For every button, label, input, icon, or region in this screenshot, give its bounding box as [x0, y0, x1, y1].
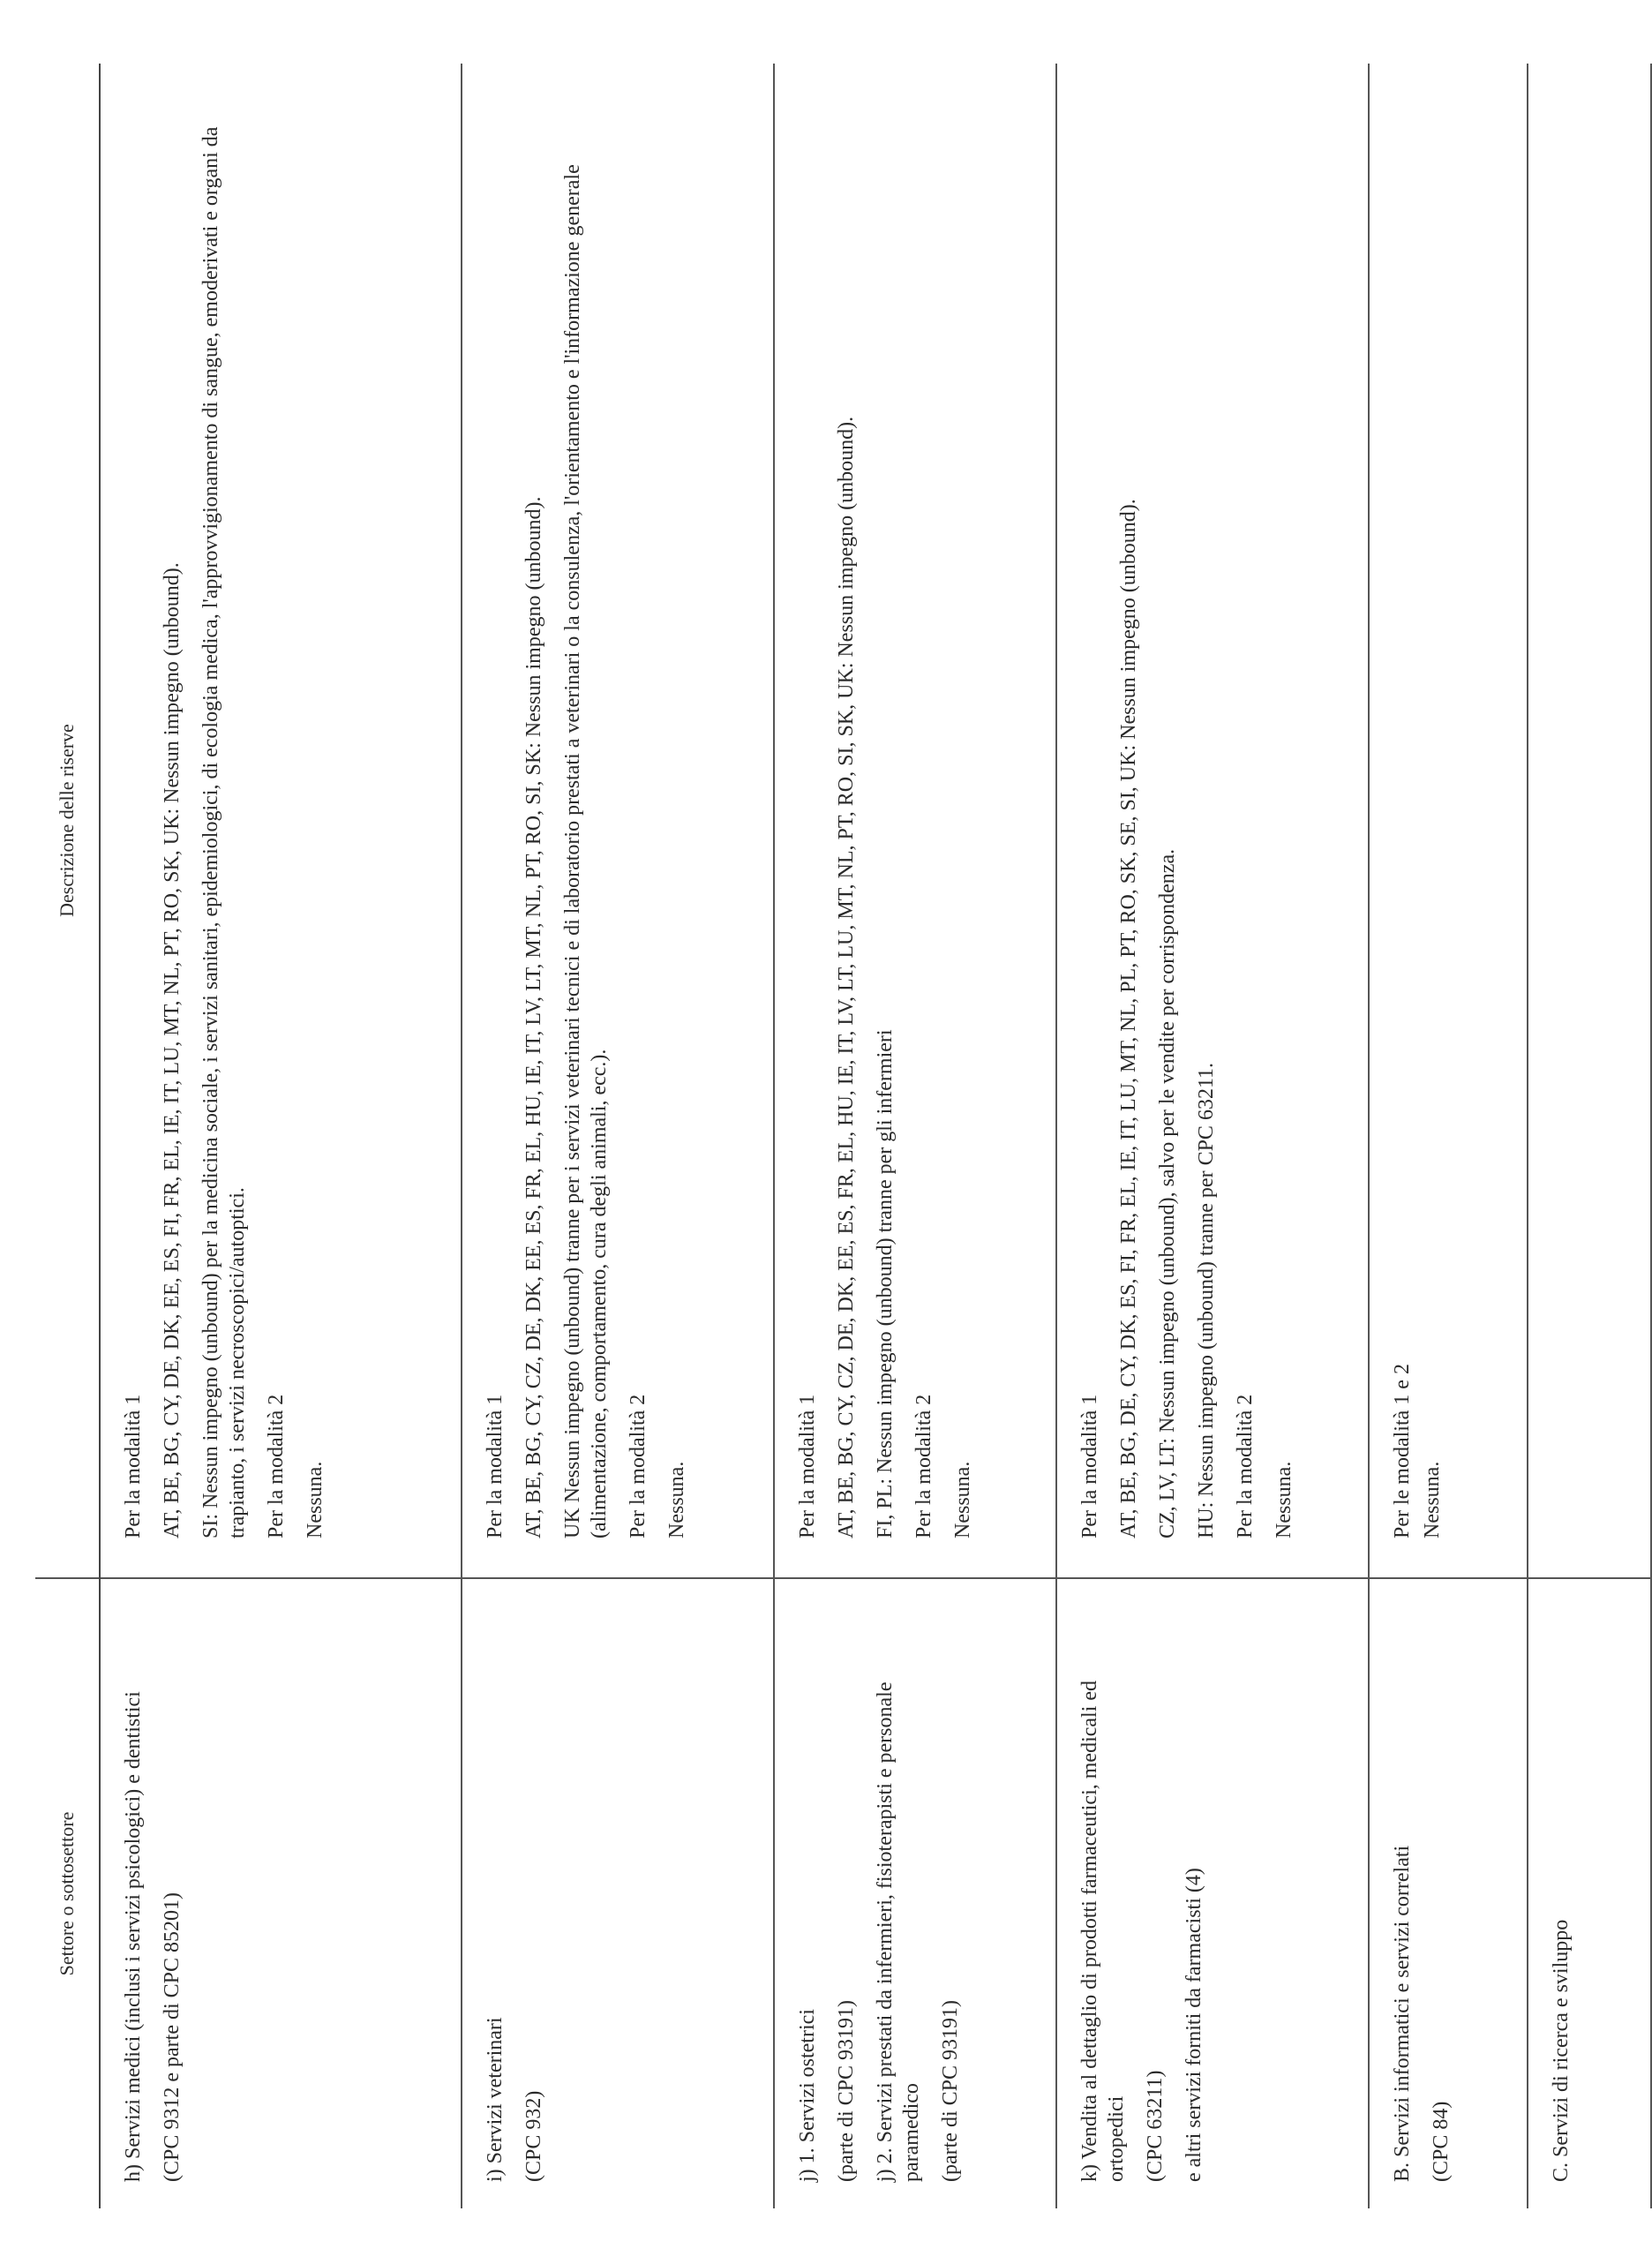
desc-line: Nessuna.: [304, 1461, 327, 1538]
desc-line: FI, PL: Nessun impegno (unbound) tranne per gli infermieri: [874, 1029, 897, 1538]
desc-line: Per la modalità 2: [265, 1394, 288, 1538]
sector-line: (CPC 932): [522, 2090, 545, 2182]
sector-line: (CPC 9312 e parte di CPC 85201): [161, 1892, 184, 2182]
description-cell: [774, 64, 1056, 1578]
sector-cell: [462, 1578, 774, 2208]
header-sector: Settore o sottosettore: [35, 1578, 100, 2208]
description-cell: [1528, 64, 1651, 1578]
desc-line: Per la modalità 1: [796, 1394, 819, 1538]
reservations-table: [35, 64, 1652, 2208]
desc-line: HU: Nessun impegno (unbound) tranne per CPC 63211.: [1195, 1062, 1218, 1538]
desc-line: Per la modalità 1: [484, 1394, 507, 1538]
table-row: [1056, 64, 1369, 2208]
desc-line: AT, BE, BG, CY, CZ, DE, DK, EE, ES, FR, EL, HU, IE, IT, LV, LT, LU, MT, NL, PT, RO, SI, SK, UK: Nessun impegno (unbound).: [835, 416, 858, 1538]
sector-line: B. Servizi informatici e servizi correlati: [1391, 1845, 1414, 2182]
sector-line: (parte di CPC 93191): [835, 2000, 858, 2182]
desc-line: AT, BE, BG, CY, CZ, DE, DK, EE, ES, FR, EL, HU, IE, IT, LV, LT, MT, NL, PT, RO, SI, SK: Nessun impegno (unbound).: [522, 496, 545, 1538]
sector-cell: [1528, 1578, 1651, 2208]
sector-cell: [100, 1578, 462, 2208]
desc-line: CZ, LV, LT: Nessun impegno (unbound), salvo per le vendite per corrispondenza.: [1156, 848, 1179, 1538]
description-cell: [462, 64, 774, 1578]
sector-line: j) 1. Servizi ostetrici: [796, 2009, 819, 2182]
desc-line: Nessuna.: [1421, 1461, 1444, 1538]
desc-line: Nessuna.: [665, 1461, 688, 1538]
sector-line: C. Servizi di ricerca e sviluppo: [1550, 1919, 1573, 2182]
sector-cell: [774, 1578, 1056, 2208]
table-header-row: [35, 64, 100, 2208]
sector-line: e altri servizi forniti da farmacisti (4): [1183, 1868, 1205, 2182]
table-row: [1369, 64, 1528, 2208]
sector-line: (parte di CPC 93191): [939, 2000, 962, 2182]
desc-line: Per la modalità 2: [627, 1394, 650, 1538]
sector-line: (CPC 63211): [1144, 2070, 1167, 2182]
desc-line: UK Nessun impegno (unbound) tranne per i servizi veterinari tecnici e di laboratorio prestati a veterinari o la consulenza, l'orientamento e l'informazione generale (alimentazione, comportamento, cura degli animali, ecc.).: [561, 164, 611, 1538]
desc-line: Per la modalità 2: [912, 1394, 935, 1538]
sector-cell: [1369, 1578, 1528, 2208]
desc-line: AT, BE, BG, CY, DE, DK, EE, ES, FI, FR, EL, IE, IT, LU, MT, NL, PT, RO, SK, UK: Nessun impegno (unbound).: [161, 562, 184, 1538]
table-row: [462, 64, 774, 2208]
desc-line: Per la modalità 1: [122, 1394, 145, 1538]
sector-cell: [1056, 1578, 1369, 2208]
sector-line: h) Servizi medici (inclusi i servizi psicologici) e dentistici: [122, 1691, 145, 2182]
description-cell: [1056, 64, 1369, 1578]
sector-line: j) 2. Servizi prestati da infermieri, fisioterapisti e personale paramedico: [874, 1681, 923, 2182]
desc-line: Nessuna.: [1273, 1461, 1295, 1538]
sector-line: i) Servizi veterinari: [484, 2017, 507, 2182]
sector-line: (CPC 84): [1430, 2101, 1453, 2182]
header-description: Descrizione delle riserve: [35, 64, 100, 1578]
description-cell: [100, 64, 462, 1578]
desc-line: Per le modalità 1 e 2: [1391, 1364, 1414, 1538]
description-cell: [1369, 64, 1528, 1578]
table-row: [100, 64, 462, 2208]
table-row: [1528, 64, 1651, 2208]
desc-line: SI: Nessun impegno (unbound) per la medicina sociale, i servizi sanitari, epidemiologici, di ecologia medica, l'approvvigionamento di sangue, emoderivati e organi da trapianto, i servizi necroscopici/autoptici.: [199, 126, 249, 1538]
desc-line: AT, BE, BG, DE, CY, DK, ES, FI, FR, EL, IE, IT, LU, MT, NL, PL, PT, RO, SK, SE, SI, UK: Nessun impegno (unbound).: [1117, 499, 1140, 1538]
desc-line: Nessuna.: [951, 1461, 974, 1538]
desc-line: Per la modalità 1: [1078, 1394, 1101, 1538]
table-row: [774, 64, 1056, 2208]
sector-line: k) Vendita al dettaglio di prodotti farmaceutici, medicali ed ortopedici: [1078, 1680, 1128, 2182]
desc-line: Per la modalità 2: [1234, 1394, 1257, 1538]
